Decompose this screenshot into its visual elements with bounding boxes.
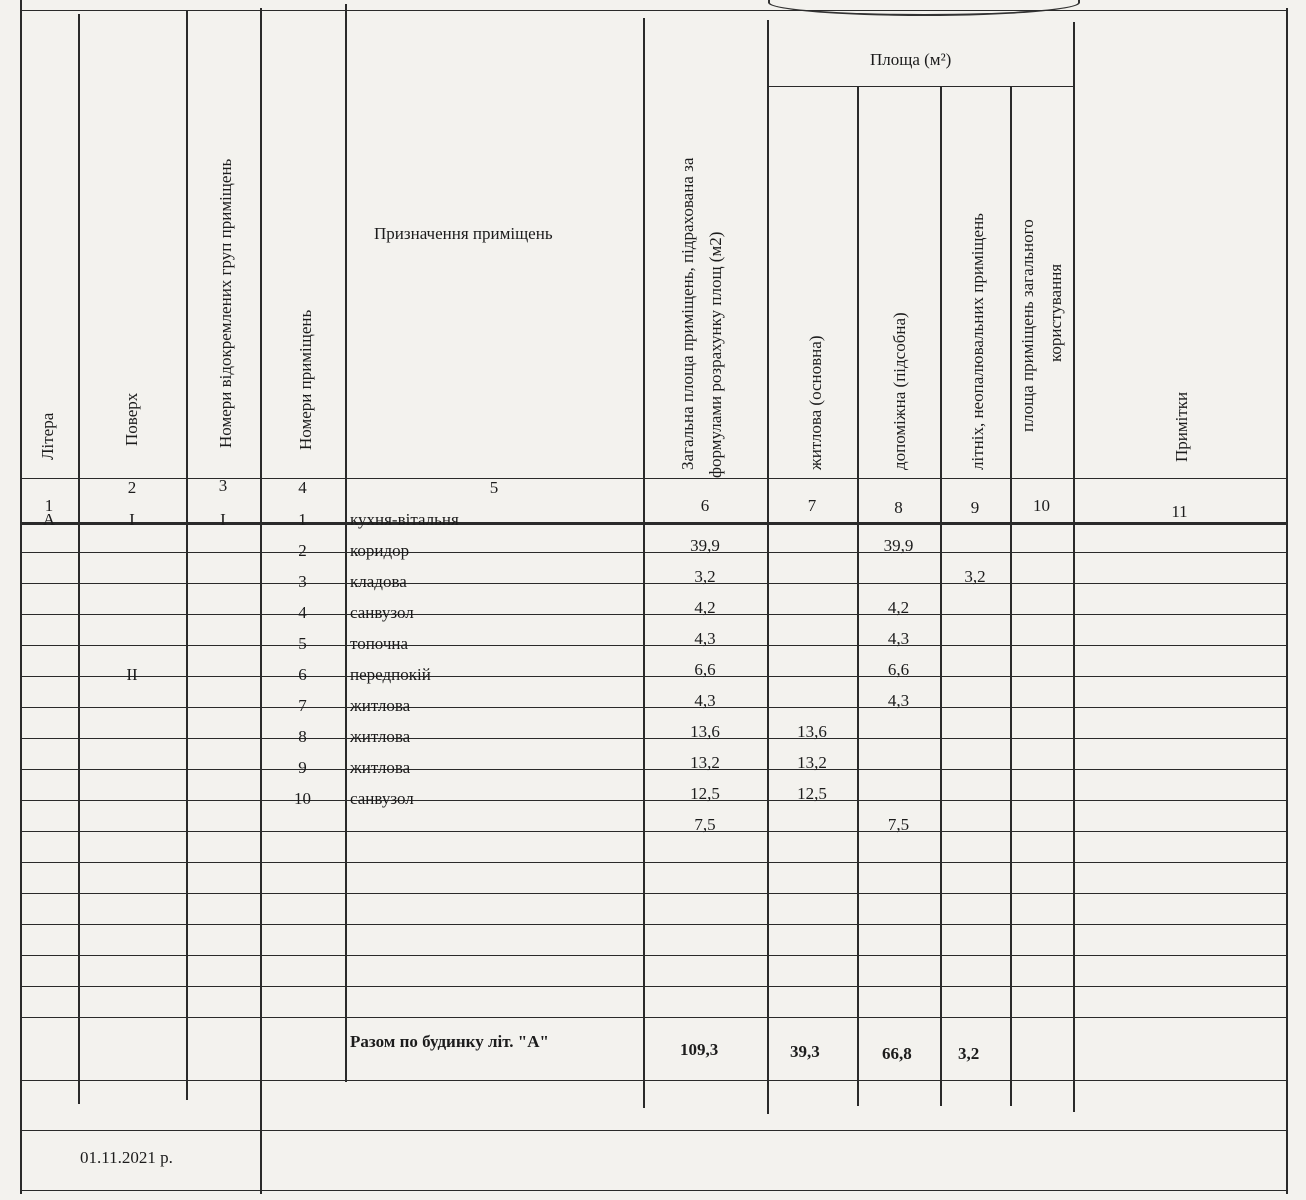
table-cell-litera: А: [42, 510, 56, 529]
top-label-frame: [768, 0, 1080, 16]
table-cell-total: 13,6: [690, 722, 720, 741]
totals-total: 109,3: [680, 1040, 719, 1059]
table-cell-total: 39,9: [690, 536, 720, 555]
table-cell-aux: 39,9: [883, 536, 914, 555]
grid-line: [78, 14, 80, 1104]
table-cell-no: 5: [298, 634, 307, 653]
table-cell-name: передпокій: [350, 665, 431, 684]
table-cell-no: 2: [298, 541, 307, 560]
grid-line: [940, 86, 942, 1106]
column-number: 4: [298, 478, 307, 497]
header-poverkh: Поверх: [122, 392, 141, 446]
table-cell-total: 6,6: [694, 660, 716, 679]
header-living: житлова (основна): [806, 335, 825, 470]
table-cell-name: коридор: [350, 541, 410, 560]
grid-line: [186, 10, 188, 1100]
column-number: 11: [1171, 502, 1188, 521]
totals-label: Разом по будинку літ. "А": [350, 1032, 549, 1051]
table-cell-total: 7,5: [694, 815, 716, 834]
grid-line: [20, 10, 1286, 11]
table-cell-living: 13,2: [797, 753, 827, 772]
table-cell-name: топочна: [350, 634, 409, 653]
grid-line: [857, 86, 859, 1106]
table-cell-aux: 4,3: [887, 629, 910, 648]
grid-line: [643, 18, 645, 1108]
grid-line: [767, 20, 769, 1114]
header-total-line1: Загальна площа приміщень, підрахована за: [678, 157, 697, 470]
table-cell-total: 12,5: [690, 784, 720, 803]
column-number: 2: [127, 478, 137, 497]
table-cell-name: житлова: [350, 727, 411, 746]
table-cell-no: 1: [298, 510, 307, 529]
table-cell-floor: ІІ: [126, 665, 138, 684]
table-cell-aux: 4,2: [887, 598, 910, 617]
grid-line: [767, 86, 1073, 87]
column-number: 8: [894, 498, 903, 517]
grid-line: [20, 1080, 1286, 1081]
table-cell-floor: І: [129, 510, 135, 529]
table-cell-total: 3,2: [694, 567, 716, 586]
table-cell-name: санвузол: [350, 789, 414, 808]
header-groups: Номери відокремлених груп приміщень: [216, 158, 235, 448]
totals-living: 39,3: [790, 1042, 820, 1061]
header-aux: допоміжна (підсобна): [890, 312, 909, 470]
column-number: 5: [489, 478, 499, 497]
table-cell-living: 13,6: [797, 722, 827, 741]
table-cell-aux: 7,5: [887, 815, 910, 834]
grid-line: [20, 1017, 1286, 1018]
table-cell-total: 4,2: [694, 598, 716, 617]
table-cell-summer: 3,2: [964, 567, 986, 586]
column-number: 10: [1033, 496, 1050, 515]
table-cell-no: 3: [298, 572, 307, 591]
grid-line: [20, 955, 1286, 956]
table-cell-no: 4: [298, 603, 307, 622]
header-summer: літніх, неопалювальних приміщень: [968, 213, 987, 470]
column-number: 7: [807, 496, 817, 515]
header-area-group: Площа (м²): [870, 50, 952, 69]
column-number: 1: [44, 496, 54, 515]
header-total-line2: формулами розрахунку площ (м2): [706, 231, 725, 478]
table-cell-aux: 4,3: [887, 691, 910, 710]
table-cell-no: 10: [294, 789, 311, 808]
grid-line: [1010, 86, 1012, 1106]
document-date: 01.11.2021 р.: [80, 1148, 173, 1167]
table-cell-no: 6: [298, 665, 307, 684]
column-number: 6: [700, 496, 710, 515]
totals-summer: 3,2: [958, 1044, 980, 1063]
column-number: 3: [218, 476, 228, 495]
grid-line: [20, 0, 22, 1194]
header-common-line2: користування: [1046, 263, 1065, 362]
grid-line: [345, 4, 347, 1082]
grid-line: [20, 924, 1286, 925]
grid-line: [20, 862, 1286, 863]
table-cell-total: 13,2: [690, 753, 720, 772]
grid-line: [20, 1190, 1286, 1191]
table-cell-name: житлова: [350, 696, 411, 715]
header-purpose: Призначення приміщень: [374, 224, 553, 243]
table-cell-living: 12,5: [797, 784, 827, 803]
grid-line: [20, 986, 1286, 987]
header-common-line1: площа приміщень загального: [1018, 219, 1037, 432]
table-cell-total: 4,3: [694, 691, 716, 710]
grid-line: [1073, 22, 1075, 1112]
table-cell-name: санвузол: [350, 603, 414, 622]
table-cell-name: кухня-вітальня: [350, 510, 459, 529]
table-cell-no: 9: [298, 758, 307, 777]
totals-aux: 66,8: [882, 1044, 912, 1063]
table-cell-name: кладова: [350, 572, 407, 591]
grid-line: [20, 1130, 1286, 1131]
table-cell-no: 8: [298, 727, 307, 746]
header-rooms: Номери приміщень: [296, 309, 315, 450]
header-notes: Примітки: [1172, 391, 1191, 462]
table-cell-no: 7: [298, 696, 307, 715]
grid-line: [20, 893, 1286, 894]
table-cell-group: І: [220, 510, 226, 529]
column-number: 9: [970, 498, 980, 517]
table-cell-total: 4,3: [694, 629, 716, 648]
header-litera: Літера: [38, 412, 57, 460]
table-cell-aux: 6,6: [887, 660, 910, 679]
grid-line: [1286, 8, 1288, 1194]
table-cell-name: житлова: [350, 758, 411, 777]
